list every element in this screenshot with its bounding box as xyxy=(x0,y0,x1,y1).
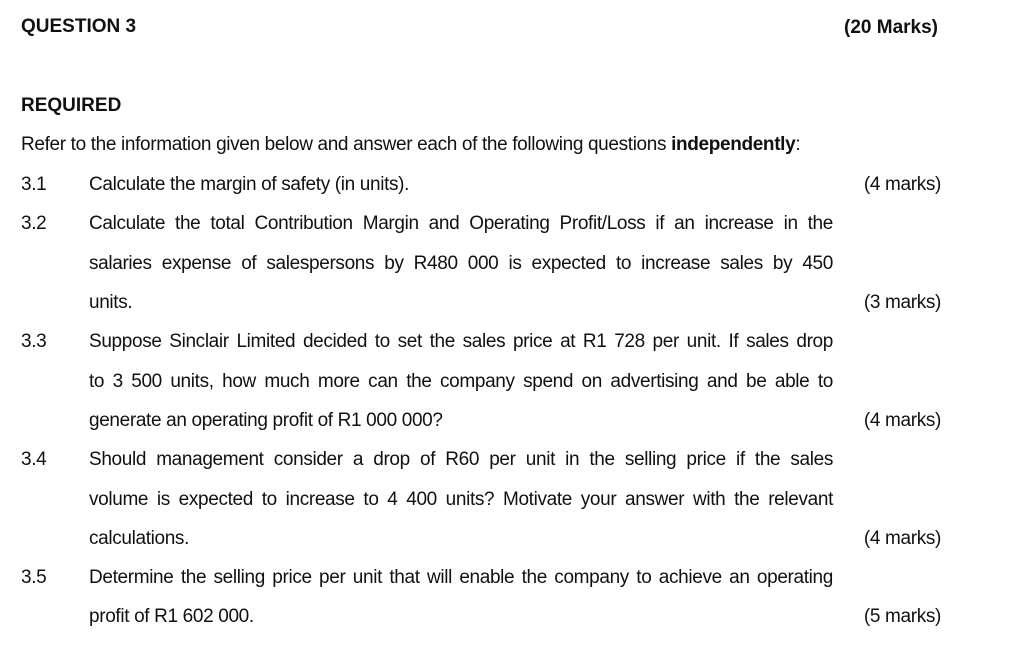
question-number: 3.2 xyxy=(21,213,47,234)
question-line: profit of R1 602 000. xyxy=(89,606,254,627)
intro-suffix: : xyxy=(795,134,801,155)
question-title: QUESTION 3 xyxy=(21,16,137,37)
question-number: 3.4 xyxy=(21,449,47,470)
question-line: Calculate the margin of safety (in units). xyxy=(89,174,410,195)
question-line: Determine the selling price per unit that will enable the company to achieve an operating xyxy=(89,567,833,588)
question-line: volume is expected to increase to 4 400 units? Motivate your answer with the relevant xyxy=(89,489,833,510)
question-line: Suppose Sinclair Limited decided to set the sales price at R1 728 per unit. If sales drop xyxy=(89,331,833,352)
question-number: 3.1 xyxy=(21,174,47,195)
intro-paragraph xyxy=(21,134,800,156)
question-line: Should management consider a drop of R60 per unit in the selling price if the sales xyxy=(89,449,833,470)
question-marks: (3 marks) xyxy=(863,292,941,313)
question-marks: (4 marks) xyxy=(863,174,941,195)
question-number: 3.5 xyxy=(21,567,47,588)
question-line: units. xyxy=(89,292,133,313)
question-marks: (5 marks) xyxy=(863,606,941,627)
total-marks: (20 Marks) xyxy=(844,17,938,38)
question-line: salaries expense of salespersons by R480 000 is expected to increase sales by 450 xyxy=(89,253,833,274)
question-marks: (4 marks) xyxy=(863,528,941,549)
question-marks: (4 marks) xyxy=(863,410,941,431)
question-number: 3.3 xyxy=(21,331,47,352)
question-line: to 3 500 units, how much more can the company spend on advertising and be able to xyxy=(89,371,833,392)
required-heading: REQUIRED xyxy=(21,95,122,116)
question-line: generate an operating profit of R1 000 000? xyxy=(89,410,443,431)
intro-text: Refer to the information given below and answer each of the following questions xyxy=(21,134,672,155)
question-line: Calculate the total Contribution Margin and Operating Profit/Loss if an increase in the xyxy=(89,213,833,234)
intro-emphasis: independently xyxy=(671,134,796,155)
question-line: calculations. xyxy=(89,528,190,549)
